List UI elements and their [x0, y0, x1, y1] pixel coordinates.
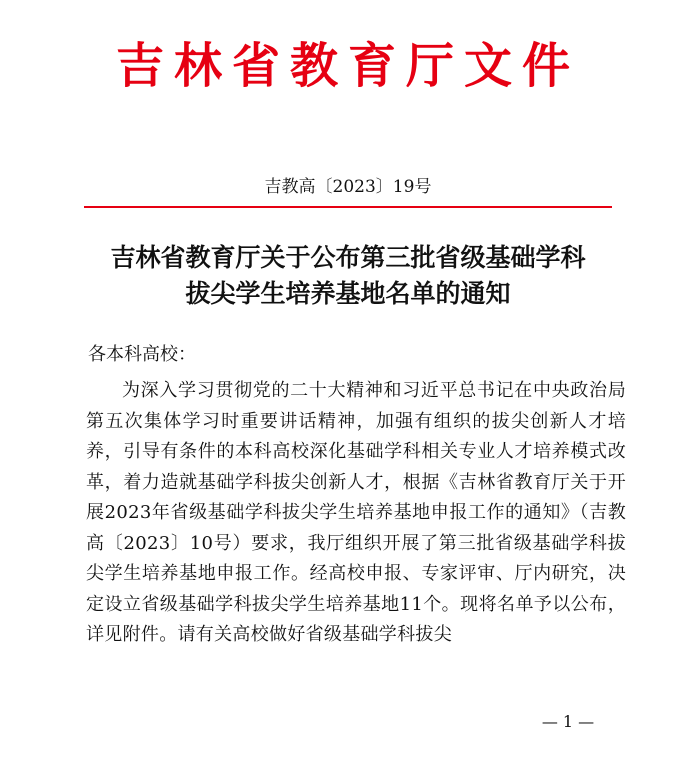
- document-number: 吉教高〔2023〕19号: [264, 177, 432, 197]
- title-line-2: 拔尖学生培养基地名单的通知: [185, 279, 511, 308]
- page-number: — 1 —: [541, 712, 595, 731]
- issuer-header: 吉林省教育厅文件: [115, 38, 580, 94]
- document-title: [60, 240, 636, 312]
- red-divider-line: [84, 206, 612, 208]
- body-paragraph: 为深入学习贯彻党的二十大精神和习近平总书记在中央政治局第五次集体学习时重要讲话精神，加强有组织的拔尖创新人才培养，引导有条件的本科高校深化基础学科相关专业人才培养模式改革，着力造就基础学科拔尖创新人才，根据《吉林省教育厅关于开展2023年省级基础学科拔尖学生培养基地申报工作的通知》（吉教高〔2023〕10号）要求，我厅组织开展了第三批省级基础学科拔尖学生培养基地申报工作。经高校申报、专家评审、厅内研究，决定设立省级基础学科拔尖学生培养基地11个。现将名单予以公布，详见附件。请有关高校做好省级基础学科拔尖: [86, 380, 626, 645]
- title-line-1: 吉林省教育厅关于公布第三批省级基础学科: [110, 243, 586, 272]
- salutation: 各本科高校：: [88, 344, 196, 365]
